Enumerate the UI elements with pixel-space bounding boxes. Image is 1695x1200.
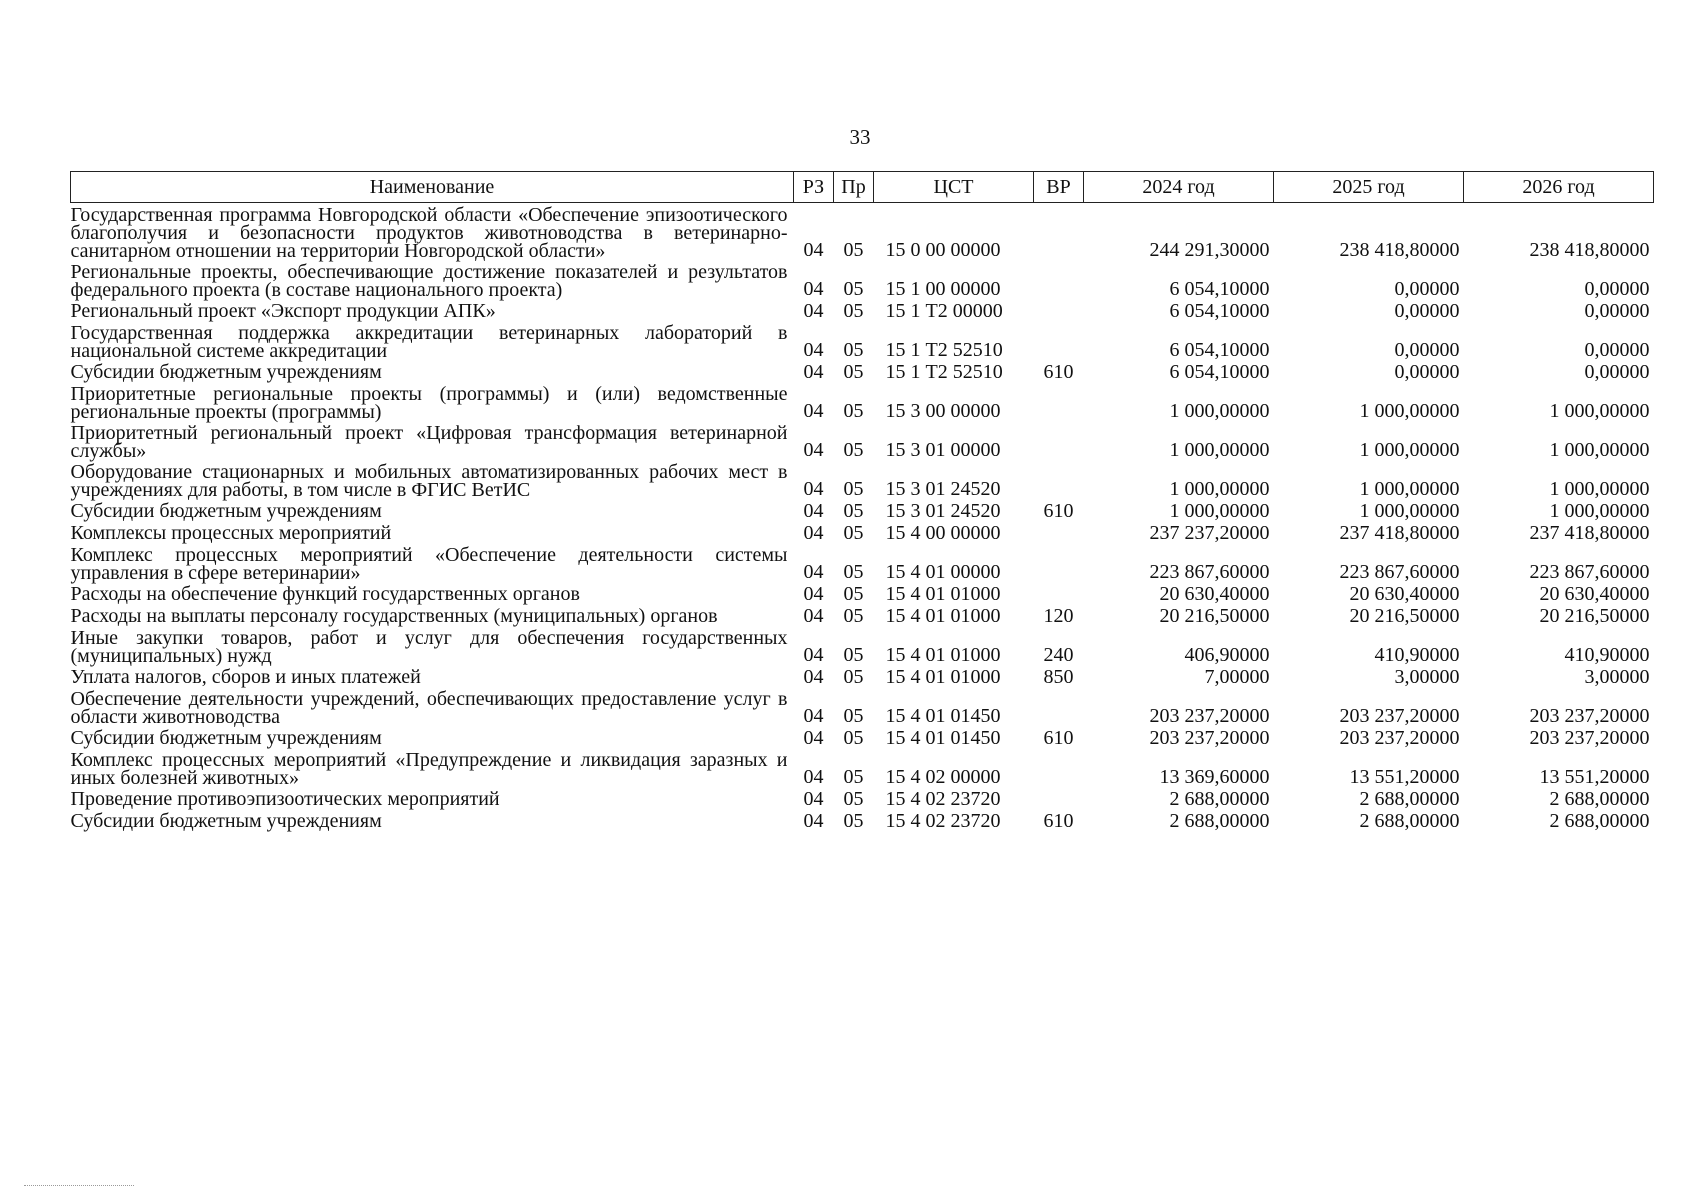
row-name: Субсидии бюджетным учреждениям (70, 361, 382, 383)
row-vr (1034, 424, 1084, 463)
row-value-2026: 20 630,40000 (1539, 583, 1650, 605)
row-value-2026: 410,90000 (1564, 644, 1650, 666)
row-vr (1034, 324, 1084, 363)
row-cst: 15 4 01 01000 (885, 644, 1001, 666)
row-name: Субсидии бюджетным учреждениям (70, 810, 382, 832)
row-value-2026: 1 000,00000 (1549, 500, 1650, 522)
row-cst: 15 4 01 01450 (885, 727, 1001, 749)
row-name: Обеспечение деятельности учреждений, обеспечивающих предоставление услуг в области животноводства (70, 688, 788, 728)
header-2024: 2024 год (1084, 172, 1274, 203)
row-name: Комплексы процессных мероприятий (70, 522, 392, 544)
header-cst: ЦСТ (874, 172, 1034, 203)
table-row (71, 502, 1654, 524)
row-vr (1034, 385, 1084, 424)
header-name: Наименование (71, 172, 794, 203)
row-value-2025: 410,90000 (1374, 644, 1460, 666)
row-name: Региональные проекты, обеспечивающие достижение показателей и результатов федерального проекта (в составе национального проекта) (70, 261, 788, 301)
row-rz: 04 (803, 766, 824, 788)
row-value-2025: 0,00000 (1394, 361, 1460, 383)
row-cst: 15 3 01 24520 (885, 500, 1001, 522)
row-value-2026: 2 688,00000 (1549, 810, 1650, 832)
table-row (71, 629, 1654, 668)
row-vr: 610 (1043, 727, 1074, 749)
row-value-2025: 2 688,00000 (1359, 810, 1460, 832)
row-vr (1034, 790, 1084, 812)
row-value-2024: 1 000,00000 (1169, 439, 1270, 461)
row-cst: 15 1 Т2 00000 (885, 300, 1003, 322)
row-value-2024: 237 237,20000 (1149, 522, 1270, 544)
row-vr: 120 (1043, 605, 1074, 627)
row-name: Оборудование стационарных и мобильных автоматизированных рабочих мест в учреждениях для работы, в том числе в ФГИС ВетИС (70, 461, 788, 501)
row-vr: 610 (1043, 810, 1074, 832)
row-name: Субсидии бюджетным учреждениям (70, 500, 382, 522)
row-vr (1034, 690, 1084, 729)
table-row (71, 203, 1654, 264)
page-number: 33 (849, 125, 871, 149)
row-value-2025: 2 688,00000 (1359, 788, 1460, 810)
row-value-2026: 1 000,00000 (1549, 400, 1650, 422)
row-vr (1034, 585, 1084, 607)
row-value-2025: 237 418,80000 (1339, 522, 1460, 544)
row-rz: 04 (803, 478, 824, 500)
row-vr: 610 (1043, 361, 1074, 383)
row-value-2025: 203 237,20000 (1339, 727, 1460, 749)
row-value-2024: 1 000,00000 (1169, 478, 1270, 500)
table-row (71, 363, 1654, 385)
row-cst: 15 4 01 01000 (885, 583, 1001, 605)
row-pr: 05 (843, 278, 864, 300)
row-rz: 04 (803, 705, 824, 727)
table-row (71, 263, 1654, 302)
row-vr (1034, 302, 1084, 324)
row-vr (1034, 546, 1084, 585)
table-header-row (71, 172, 1654, 203)
row-cst: 15 4 01 01450 (885, 705, 1001, 727)
row-pr: 05 (843, 727, 864, 749)
row-value-2025: 13 551,20000 (1349, 766, 1460, 788)
row-pr: 05 (843, 605, 864, 627)
row-value-2025: 0,00000 (1394, 278, 1460, 300)
row-name: Государственная поддержка аккредитации ветеринарных лабораторий в национальной системе аккредитации (70, 322, 788, 362)
row-cst: 15 4 00 00000 (885, 522, 1001, 544)
row-name: Субсидии бюджетным учреждениям (70, 727, 382, 749)
header-2025: 2025 год (1274, 172, 1464, 203)
row-rz: 04 (803, 439, 824, 461)
row-rz: 04 (803, 300, 824, 322)
row-value-2026: 237 418,80000 (1529, 522, 1650, 544)
row-vr (1034, 263, 1084, 302)
row-name: Региональный проект «Экспорт продукции АПК» (70, 300, 496, 322)
row-value-2024: 1 000,00000 (1169, 400, 1270, 422)
row-value-2026: 0,00000 (1584, 300, 1650, 322)
table-row (71, 790, 1654, 812)
row-cst: 15 1 Т2 52510 (885, 361, 1003, 383)
table-row (71, 524, 1654, 546)
row-name: Уплата налогов, сборов и иных платежей (70, 666, 421, 688)
row-value-2026: 0,00000 (1584, 361, 1650, 383)
row-cst: 15 4 02 23720 (885, 788, 1001, 810)
row-value-2024: 203 237,20000 (1149, 727, 1270, 749)
table-row (71, 729, 1654, 751)
row-value-2026: 223 867,60000 (1529, 561, 1650, 583)
scan-artifact-line (24, 1185, 134, 1187)
table-row (71, 585, 1654, 607)
table-row (71, 324, 1654, 363)
row-vr: 240 (1043, 644, 1074, 666)
table-row (71, 463, 1654, 502)
row-value-2025: 1 000,00000 (1359, 478, 1460, 500)
row-cst: 15 3 01 00000 (885, 439, 1001, 461)
row-cst: 15 4 01 01000 (885, 605, 1001, 627)
row-value-2024: 13 369,60000 (1159, 766, 1270, 788)
row-value-2025: 3,00000 (1394, 666, 1460, 688)
row-cst: 15 3 00 00000 (885, 400, 1001, 422)
table-row (71, 812, 1654, 834)
row-value-2026: 203 237,20000 (1529, 705, 1650, 727)
row-vr (1034, 203, 1084, 264)
row-pr: 05 (843, 666, 864, 688)
header-vr: ВР (1034, 172, 1084, 203)
row-rz: 04 (803, 361, 824, 383)
row-cst: 15 4 02 23720 (885, 810, 1001, 832)
table-row (71, 668, 1654, 690)
row-value-2024: 2 688,00000 (1169, 788, 1270, 810)
row-pr: 05 (843, 400, 864, 422)
row-value-2026: 2 688,00000 (1549, 788, 1650, 810)
row-value-2025: 238 418,80000 (1339, 239, 1460, 261)
row-cst: 15 3 01 24520 (885, 478, 1001, 500)
row-cst: 15 0 00 00000 (885, 239, 1001, 261)
row-value-2024: 20 630,40000 (1159, 583, 1270, 605)
row-rz: 04 (803, 561, 824, 583)
row-value-2024: 6 054,10000 (1169, 361, 1270, 383)
row-value-2025: 0,00000 (1394, 300, 1460, 322)
row-vr (1034, 751, 1084, 790)
row-name: Комплекс процессных мероприятий «Обеспечение деятельности системы управления в сфере ветеринарии» (70, 544, 788, 584)
row-value-2026: 3,00000 (1584, 666, 1650, 688)
row-cst: 15 1 Т2 52510 (885, 339, 1003, 361)
row-rz: 04 (803, 583, 824, 605)
row-pr: 05 (843, 561, 864, 583)
row-value-2024: 244 291,30000 (1149, 239, 1270, 261)
row-name: Государственная программа Новгородской области «Обеспечение эпизоотического благополучия и безопасности продуктов животноводства в ветеринарно-санитарном отношении на территории Новгородской области» (70, 204, 788, 262)
row-value-2025: 203 237,20000 (1339, 705, 1460, 727)
row-pr: 05 (843, 339, 864, 361)
table-row (71, 690, 1654, 729)
row-value-2025: 1 000,00000 (1359, 500, 1460, 522)
row-pr: 05 (843, 439, 864, 461)
row-value-2024: 223 867,60000 (1149, 561, 1270, 583)
row-pr: 05 (843, 583, 864, 605)
row-pr: 05 (843, 500, 864, 522)
row-rz: 04 (803, 522, 824, 544)
row-name: Комплекс процессных мероприятий «Предупреждение и ликвидация заразных и иных болезней животных» (70, 749, 788, 789)
row-vr: 850 (1043, 666, 1074, 688)
header-2026: 2026 год (1464, 172, 1654, 203)
row-value-2024: 1 000,00000 (1169, 500, 1270, 522)
row-pr: 05 (843, 239, 864, 261)
row-name: Приоритетные региональные проекты (программы) и (или) ведомственные региональные проекты (программы) (70, 383, 788, 423)
row-rz: 04 (803, 278, 824, 300)
row-rz: 04 (803, 666, 824, 688)
row-value-2025: 1 000,00000 (1359, 439, 1460, 461)
row-value-2026: 13 551,20000 (1539, 766, 1650, 788)
row-value-2025: 20 216,50000 (1349, 605, 1460, 627)
table-row (71, 546, 1654, 585)
row-rz: 04 (803, 605, 824, 627)
row-pr: 05 (843, 810, 864, 832)
row-pr: 05 (843, 766, 864, 788)
row-pr: 05 (843, 300, 864, 322)
row-vr: 610 (1043, 500, 1074, 522)
row-pr: 05 (843, 644, 864, 666)
table-row (71, 424, 1654, 463)
row-name: Проведение противоэпизоотических мероприятий (70, 788, 500, 810)
row-rz: 04 (803, 339, 824, 361)
row-value-2026: 1 000,00000 (1549, 478, 1650, 500)
row-pr: 05 (843, 361, 864, 383)
row-value-2024: 20 216,50000 (1159, 605, 1270, 627)
row-name: Иные закупки товаров, работ и услуг для обеспечения государственных (муниципальных) нужд (70, 627, 788, 667)
table-row (71, 751, 1654, 790)
table-row (71, 302, 1654, 324)
row-pr: 05 (843, 478, 864, 500)
row-value-2024: 406,90000 (1184, 644, 1270, 666)
row-rz: 04 (803, 644, 824, 666)
row-value-2024: 2 688,00000 (1169, 810, 1270, 832)
row-name: Расходы на обеспечение функций государственных органов (70, 583, 580, 605)
row-rz: 04 (803, 727, 824, 749)
row-name: Расходы на выплаты персоналу государственных (муниципальных) органов (70, 605, 718, 627)
row-value-2024: 203 237,20000 (1149, 705, 1270, 727)
row-rz: 04 (803, 400, 824, 422)
row-pr: 05 (843, 705, 864, 727)
row-rz: 04 (803, 810, 824, 832)
row-value-2025: 0,00000 (1394, 339, 1460, 361)
row-cst: 15 4 02 00000 (885, 766, 1001, 788)
row-vr (1034, 463, 1084, 502)
row-name: Приоритетный региональный проект «Цифровая трансформация ветеринарной службы» (70, 422, 788, 462)
table-row (71, 607, 1654, 629)
row-pr: 05 (843, 522, 864, 544)
row-value-2024: 6 054,10000 (1169, 339, 1270, 361)
row-cst: 15 4 01 00000 (885, 561, 1001, 583)
row-value-2024: 6 054,10000 (1169, 300, 1270, 322)
row-cst: 15 1 00 00000 (885, 278, 1001, 300)
row-value-2024: 7,00000 (1204, 666, 1270, 688)
row-cst: 15 4 01 01000 (885, 666, 1001, 688)
budget-table (70, 171, 1654, 834)
row-rz: 04 (803, 239, 824, 261)
header-rz: РЗ (794, 172, 834, 203)
row-vr (1034, 524, 1084, 546)
row-value-2026: 238 418,80000 (1529, 239, 1650, 261)
header-pr: Пр (834, 172, 874, 203)
row-rz: 04 (803, 788, 824, 810)
row-rz: 04 (803, 500, 824, 522)
row-value-2025: 223 867,60000 (1339, 561, 1460, 583)
row-value-2026: 0,00000 (1584, 339, 1650, 361)
row-pr: 05 (843, 788, 864, 810)
row-value-2025: 1 000,00000 (1359, 400, 1460, 422)
row-value-2025: 20 630,40000 (1349, 583, 1460, 605)
row-value-2024: 6 054,10000 (1169, 278, 1270, 300)
row-value-2026: 20 216,50000 (1539, 605, 1650, 627)
table-row (71, 385, 1654, 424)
row-value-2026: 0,00000 (1584, 278, 1650, 300)
row-value-2026: 1 000,00000 (1549, 439, 1650, 461)
table-body (71, 203, 1654, 835)
row-value-2026: 203 237,20000 (1529, 727, 1650, 749)
